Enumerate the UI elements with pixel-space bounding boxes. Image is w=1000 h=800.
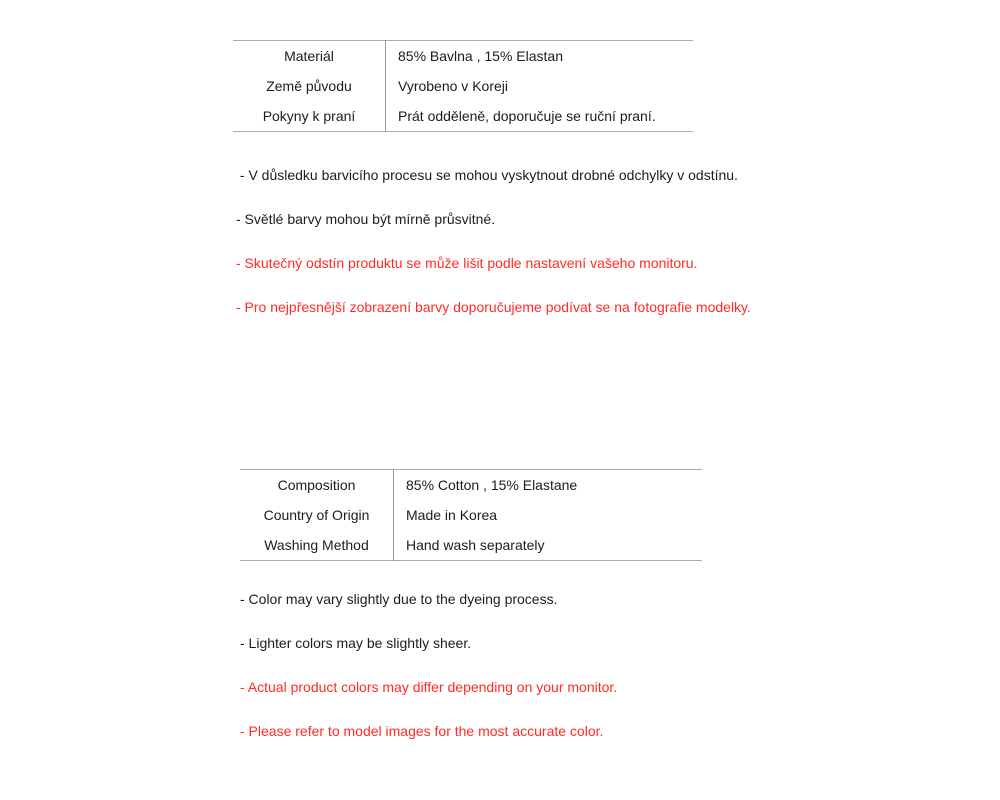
- note-line: - Lighter colors may be slightly sheer.: [240, 635, 472, 651]
- table-row: [240, 470, 702, 501]
- note-line: - Actual product colors may differ depending on your monitor.: [240, 679, 618, 695]
- table-row: [233, 101, 693, 132]
- note-line: - Světlé barvy mohou být mírně průsvitné.: [236, 211, 496, 227]
- note-line: - V důsledku barvicího procesu se mohou vyskytnout drobné odchylky v odstínu.: [236, 167, 738, 183]
- product-spec-table-czech: [233, 40, 693, 132]
- table-row: [233, 71, 693, 101]
- spec-value-country: Vyrobeno v Koreji: [398, 78, 508, 94]
- spec-label-country: Země původu: [233, 71, 386, 101]
- product-notes-english: [240, 591, 617, 767]
- spec-value-material: 85% Bavlna , 15% Elastan: [398, 48, 563, 64]
- product-notes-czech: [236, 167, 751, 343]
- spec-value-washing: Prát odděleně, doporučuje se ruční praní.: [398, 108, 656, 124]
- table-row: [240, 500, 702, 530]
- spec-label-washing: Pokyny k praní: [233, 101, 386, 132]
- spec-value-composition: 85% Cotton , 15% Elastane: [406, 477, 578, 493]
- note-line: - Color may vary slightly due to the dyeing process.: [240, 591, 558, 607]
- product-spec-table-english: [240, 469, 702, 561]
- note-line: - Skutečný odstín produktu se může lišit podle nastavení vašeho monitoru.: [236, 255, 698, 271]
- note-line: - Please refer to model images for the most accurate color.: [240, 723, 604, 739]
- spec-label-material: Materiál: [233, 41, 386, 72]
- spec-value-origin: Made in Korea: [406, 507, 498, 523]
- table-row: [233, 41, 693, 72]
- spec-label-origin: Country of Origin: [240, 500, 394, 530]
- note-line: - Pro nejpřesnější zobrazení barvy doporučujeme podívat se na fotografie modelky.: [236, 299, 751, 315]
- table-row: [240, 530, 702, 561]
- spec-label-composition: Composition: [240, 470, 394, 501]
- spec-value-washing-method: Hand wash separately: [406, 537, 545, 553]
- spec-label-washing-method: Washing Method: [240, 530, 394, 561]
